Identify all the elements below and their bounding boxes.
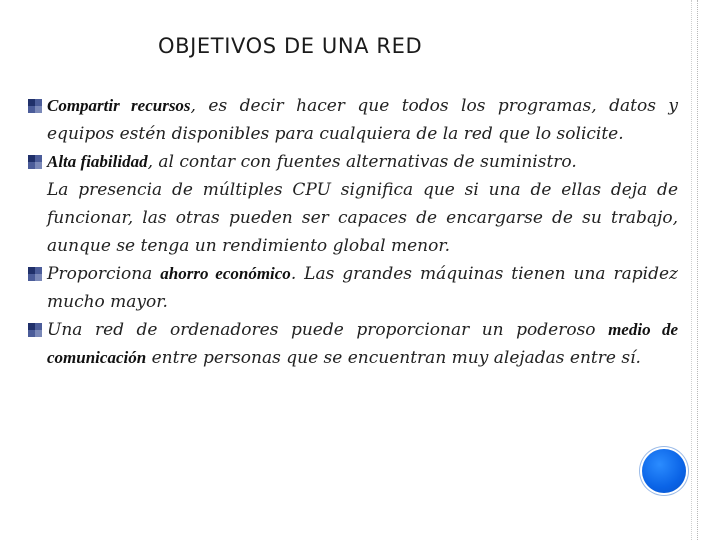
- highlight-compartir: Compartir recursos: [47, 96, 191, 115]
- square-bullet-icon: [28, 99, 42, 113]
- prefix-comunicacion: Una red de ordenadores puede proporcionar un poderoso: [47, 320, 609, 340]
- slide-body: [28, 92, 678, 372]
- highlight-comunicacion: medio de comunicación: [47, 320, 678, 367]
- list-item-comunicacion: [28, 316, 678, 372]
- square-bullet-icon: [28, 323, 42, 337]
- highlight-ahorro: ahorro económico: [160, 264, 291, 283]
- paragraph-cpu: La presencia de múltiples CPU significa que si una de ellas deja de funcionar, las otras pueden ser capaces de encargarse de su trabajo, aunque se tenga un rendimiento global menor.: [47, 180, 678, 256]
- text-comunicacion: entre personas que se encuentran muy alejadas entre sí.: [146, 348, 641, 368]
- text-ahorro: . Las grandes máquinas tienen una rapidez mucho mayor.: [47, 264, 678, 312]
- list-item-fiabilidad: [28, 148, 678, 176]
- prefix-ahorro: Proporciona: [47, 264, 161, 284]
- frame-line-outer: [697, 0, 698, 540]
- list-item-ahorro: [28, 260, 678, 316]
- slide-title: OBJETIVOS DE UNA RED: [158, 34, 423, 58]
- square-bullet-icon: [28, 267, 42, 281]
- frame-line-inner: [691, 0, 692, 540]
- text-fiabilidad: , al contar con fuentes alternativas de suministro.: [147, 152, 577, 172]
- square-bullet-icon: [28, 155, 42, 169]
- highlight-fiabilidad: Alta fiabilidad: [47, 152, 148, 171]
- blue-circle-icon: [642, 449, 686, 493]
- text-compartir: , es decir hacer que todos los programas, datos y equipos estén disponibles para cualquiera de la red que lo solicite.: [47, 96, 678, 144]
- list-item-compartir: [28, 92, 678, 148]
